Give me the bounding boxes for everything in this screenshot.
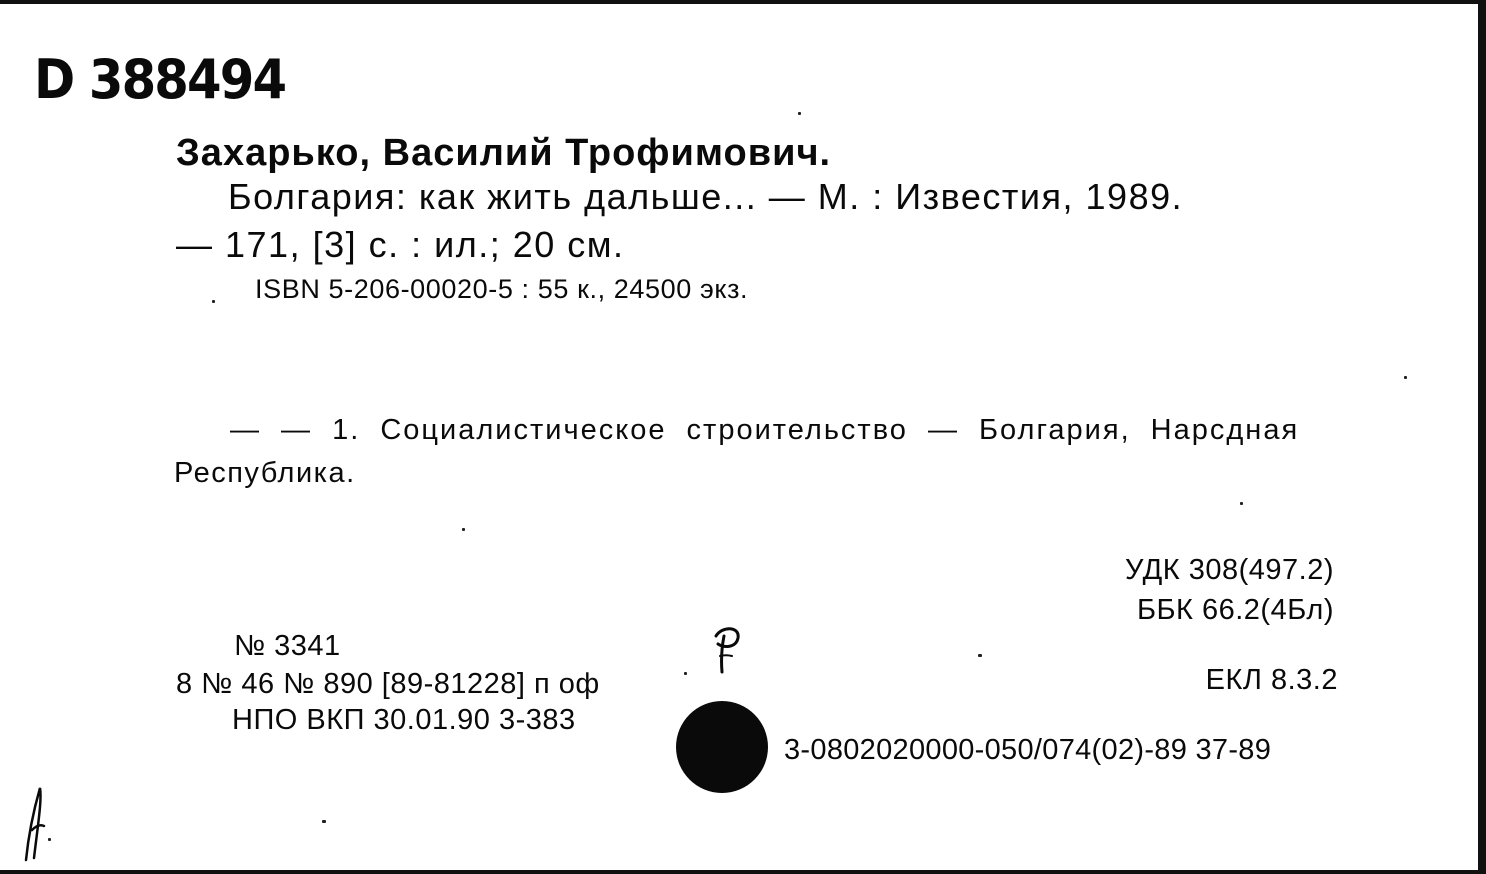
speck-6 [978,654,982,657]
title-imprint-line: Болгария: как жить дальше... — М. : Известия, 1989. [228,176,1184,217]
signature-scribble [18,780,58,864]
subject-heading-line: — — 1. Социалистическое строительство — Болгария, Нарсдная [230,414,1300,446]
order-number: № 3341 [234,630,341,662]
print-info-line: 8 № 46 № 890 [89-81228] п оф [176,668,600,700]
speck-2 [212,300,215,303]
bbk-classification: ББК 66.2(4Бл) [1136,594,1334,626]
udc-classification: УДК 308(497.2) [1125,554,1334,586]
speck-5 [462,528,465,531]
author-heading: Захарько, Василий Трофимович. [176,132,832,174]
speck-3 [1404,376,1407,379]
speck-8 [322,820,326,823]
speck-4 [1240,502,1243,505]
isbn-line: ISBN 5-206-00020-5 : 55 к., 24500 экз. [255,274,749,304]
physical-description-line: — 171, [3] с. : ил.; 20 см. [176,224,625,265]
publication-code: 3-0802020000-050/074(02)-89 37-89 [784,734,1272,766]
speck-1 [798,112,801,115]
speck-7 [684,672,687,675]
ekl-classification: ЕКЛ 8.3.2 [1205,664,1338,696]
publisher-info-line: НПО ВКП 30.01.90 3-383 [232,704,576,736]
punched-hole [676,701,768,793]
card-number: D 388494 [34,48,286,111]
speck-9 [48,838,51,841]
handwritten-p-mark [700,622,750,678]
subject-heading-continuation: Республика. [174,457,356,489]
